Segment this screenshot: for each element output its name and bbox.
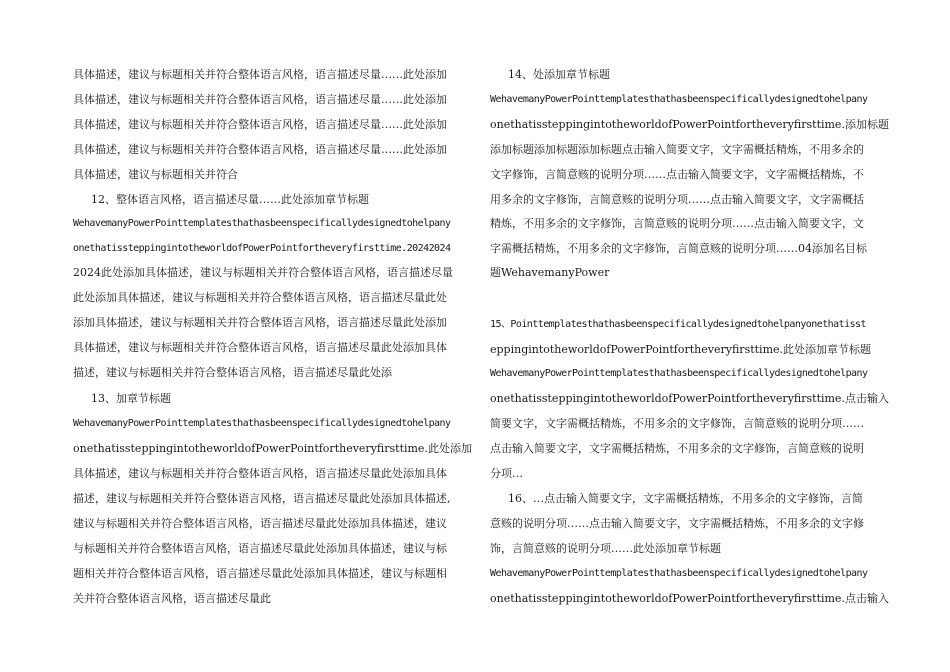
text-line: 意赅的说明分项……点击输入简要文字，文字需概括精炼，不用多余的文字修 (490, 517, 864, 530)
text-line: 与标题相关并符合整体语言风格，语言描述尽量此处添加具体描述，建议与标 (73, 542, 447, 555)
text-line: WehavemanyPowerPointtemplatesthathasbeenspecificallydesignedtohelpany (73, 218, 451, 229)
text-line: 饰，言简意赅的说明分项……此处添加章节标题 (490, 542, 721, 555)
text-line: WehavemanyPowerPointtemplatesthathasbeenspecificallydesignedtohelpany (490, 94, 868, 105)
text-line: 16、…点击输入简要文字，文字需概括精炼，不用多余的文字修饰，言简 (508, 492, 863, 505)
text-line: 文字修饰，言简意赅的说明分项……点击输入简要文字，文字需概括精炼，不 (490, 168, 864, 181)
text-line: 题WehavemanyPower (490, 266, 610, 279)
text-line: 2024此处添加具体描述，建议与标题相关并符合整体语言风格，语言描述尽量 (73, 266, 453, 279)
text-line: 15、Pointtemplatesthathasbeenspecificallydesignedtohelpanyonethatisst (490, 319, 866, 330)
text-line: 精炼，不用多余的文字修饰，言简意赅的说明分项……点击输入简要文字，文 (490, 217, 864, 230)
text-line: 具体描述，建议与标题相关并符合整体语言风格，语言描述尽量此处添加具体 (73, 467, 447, 480)
text-line: 字需概括精炼，不用多余的文字修饰，言简意赅的说明分项……04添加名目标 (490, 242, 867, 255)
text-line: onethatissteppingintotheworldofPowerPointfortheveryfirsttime.此处添加 (73, 442, 472, 455)
text-line: 具体描述，建议与标题相关并符合 (73, 168, 238, 181)
text-line: 添加具体描述，建议与标题相关并符合整体语言风格，语言描述尽量此处添加 (73, 316, 447, 329)
text-line: 具体描述，建议与标题相关并符合整体语言风格，语言描述尽量……此处添加 (73, 93, 447, 106)
text-line: 建议与标题相关并符合整体语言风格，语言描述尽量此处添加具体描述，建议 (73, 517, 447, 530)
text-line: 12、整体语言风格，语言描述尽量……此处添加章节标题 (91, 193, 369, 206)
text-line: onethatissteppingintotheworldofPowerPointfortheveryfirsttime.点击输入 (490, 592, 889, 605)
text-line: 具体描述，建议与标题相关并符合整体语言风格，语言描述尽量……此处添加 (73, 68, 447, 81)
text-line: 具体描述，建议与标题相关并符合整体语言风格，语言描述尽量……此处添加 (73, 143, 447, 156)
text-line: WehavemanyPowerPointtemplatesthathasbeenspecificallydesignedtohelpany (490, 568, 868, 579)
text-line: 用多余的文字修饰，言简意赅的说明分项……点击输入简要文字，文字需概括 (490, 193, 864, 206)
text-line: 点击输入简要文字，文字需概括精炼，不用多余的文字修饰，言简意赅的说明 (490, 442, 864, 455)
text-line: onethatissteppingintotheworldofPowerPointfortheveryfirsttime.添加标题 (490, 118, 889, 131)
text-line: WehavemanyPowerPointtemplatesthathasbeenspecificallydesignedtohelpany (490, 368, 868, 379)
text-line: 13、加章节标题 (91, 392, 171, 405)
text-line: 描述，建议与标题相关并符合整体语言风格，语言描述尽量此处添 (73, 366, 392, 379)
text-line: 具体描述，建议与标题相关并符合整体语言风格，语言描述尽量此处添加具体 (73, 341, 447, 354)
text-line: 添加标题添加标题添加标题点击输入简要文字，文字需概括精炼，不用多余的 (490, 143, 864, 156)
text-line: WehavemanyPowerPointtemplatesthathasbeenspecificallydesignedtohelpany (73, 418, 451, 429)
text-line: 描述，建议与标题相关并符合整体语言风格，语言描述尽量此处添加具体描述, (73, 492, 451, 505)
text-line: 具体描述，建议与标题相关并符合整体语言风格，语言描述尽量……此处添加 (73, 118, 447, 131)
text-line: 关并符合整体语言风格，语言描述尽量此 (73, 592, 271, 605)
text-line: 简要文字，文字需概括精炼，不用多余的文字修饰，言简意赅的说明分项…… (490, 417, 864, 430)
text-line: 14、处添加章节标题 (508, 68, 610, 81)
text-line: 分项… (490, 467, 523, 480)
text-line: eppingintotheworldofPowerPointfortheveryfirsttime.此处添加章节标题 (490, 343, 872, 356)
text-line: onethatissteppingintotheworldofPowerPointfortheveryfirsttime.20242024 (73, 243, 451, 254)
text-line: 题相关并符合整体语言风格，语言描述尽量此处添加具体描述，建议与标题相 (73, 567, 447, 580)
text-line: 此处添加具体描述，建议与标题相关并符合整体语言风格，语言描述尽量此处 (73, 291, 447, 304)
text-line: onethatissteppingintotheworldofPowerPointfortheveryfirsttime.点击输入 (490, 392, 889, 405)
